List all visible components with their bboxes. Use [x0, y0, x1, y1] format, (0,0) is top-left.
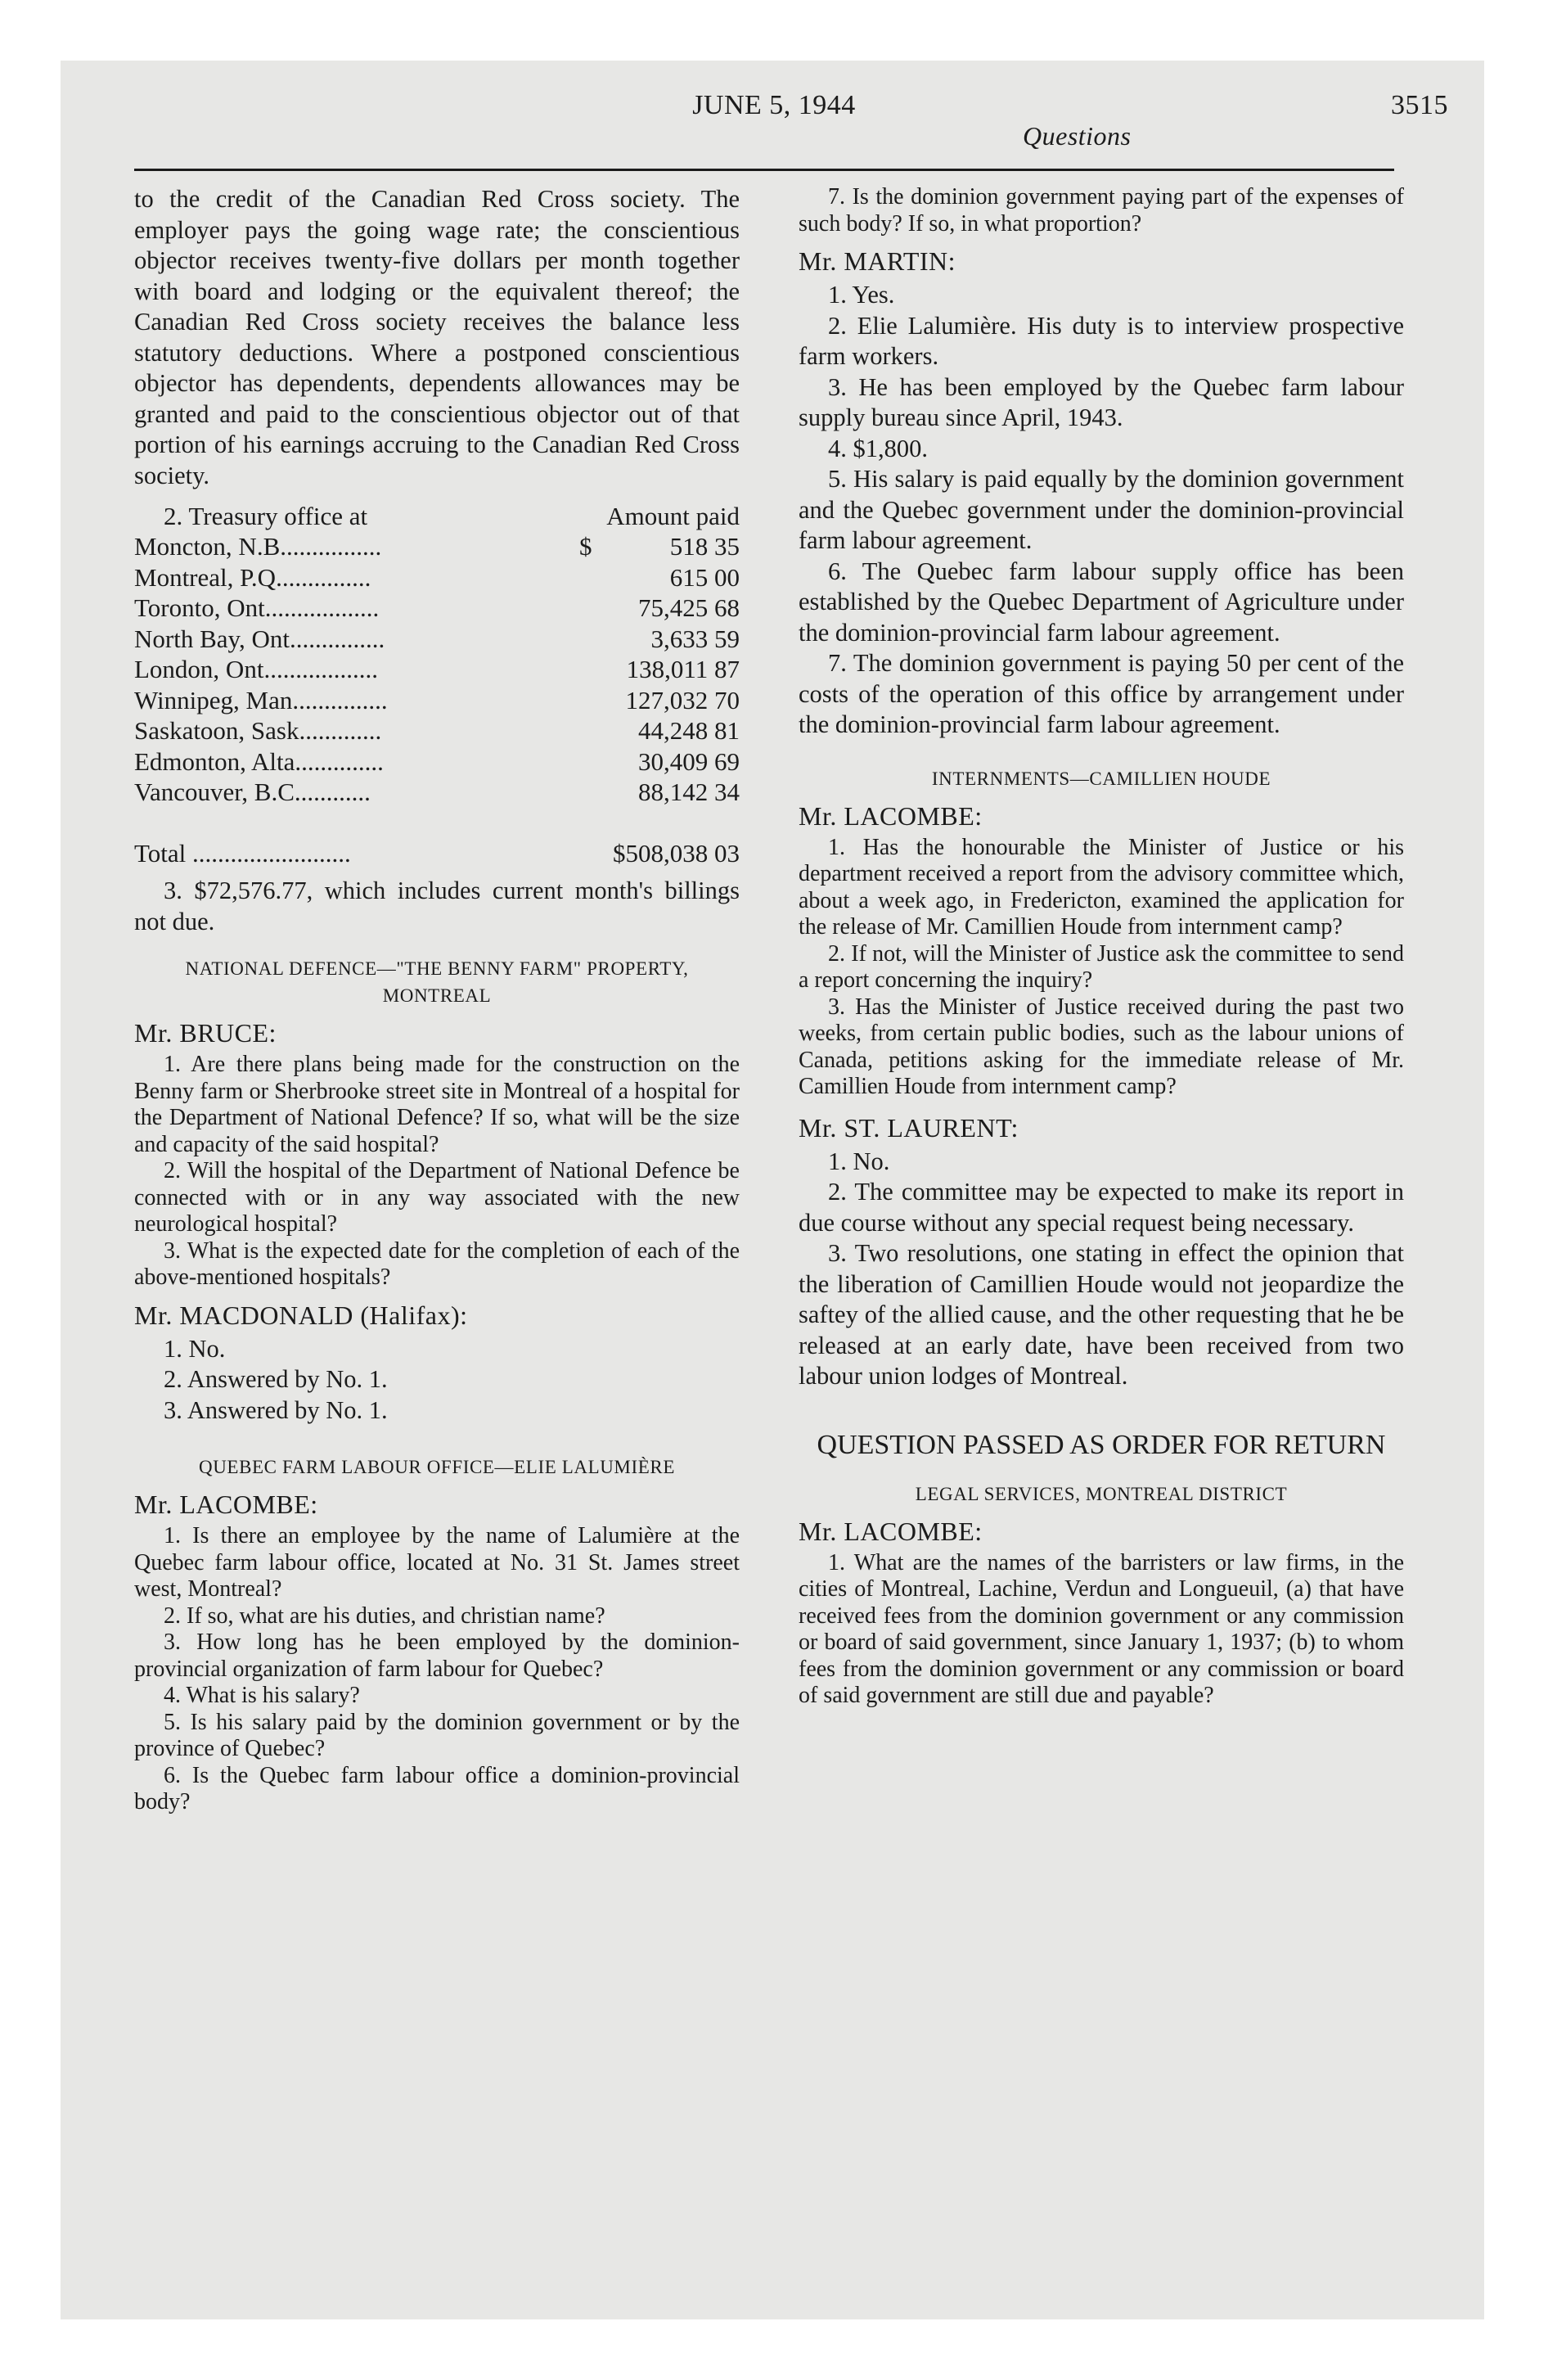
- leader-dots: ...............: [276, 562, 371, 592]
- question-3: 3. Has the Minister of Justice received during the past two weeks, from certain public bodies, such as the labour unions of Canada, petitions asking for the immediate release of Mr. Camillien Houde from internment camp?: [799, 994, 1404, 1099]
- answer-1: 1. No.: [164, 1334, 226, 1363]
- amount-cell: 3,633 59: [650, 624, 740, 653]
- answer-7: 7. The dominion government is paying 50 per cent of the costs of the operation of this office by arrangement under the dominion-provincial farm labour agreement.: [799, 649, 1404, 738]
- total-label: Total: [134, 839, 187, 868]
- leader-dots: ..................: [264, 593, 380, 623]
- section-heading-order-for-return: QUESTION PASSED AS ORDER FOR RETURN: [817, 1429, 1386, 1460]
- answer-5: 5. His salary is paid equally by the dominion government and the Quebec government under the dominion-provincial farm labour agreement.: [799, 465, 1404, 554]
- amount-cell: 138,011 87: [626, 655, 740, 684]
- question-6: 6. Is the Quebec farm labour office a dominion-provincial body?: [134, 1762, 740, 1814]
- city-label: Winnipeg, Man: [134, 685, 293, 714]
- leader-dots: ...............: [292, 685, 388, 714]
- amount-cell: 88,142 34: [638, 778, 740, 807]
- answer-3: 3. Answered by No. 1.: [164, 1395, 388, 1424]
- section-heading-farm-labour: QUEBEC FARM LABOUR OFFICE—ELIE LALUMIÈRE: [199, 1457, 675, 1477]
- treasury-table: [134, 501, 740, 869]
- table-header-right: Amount paid: [606, 501, 740, 530]
- amount-cell: 44,248 81: [638, 716, 740, 746]
- question-1: 1. What are the names of the barristers or law firms, in the cities of Montreal, Lachine, Verdun and Longueuil, (a) that have received fees from the dominion government or any commission or board of said government, since January 1, 1937; (b) to whom fees from the dominion government or any commission or board of said government are still due and payable?: [799, 1549, 1404, 1708]
- currency-sign: $: [579, 532, 592, 561]
- leader-dots: ............: [294, 778, 371, 807]
- leader-dots: .............: [299, 716, 382, 746]
- question-7: 7. Is the dominion government paying part of the expenses of such body? If so, in what proportion?: [799, 184, 1404, 237]
- leader-dots: ..................: [263, 655, 378, 684]
- paragraph-billings: 3. $72,576.77, which includes current month's billings not due.: [134, 877, 740, 935]
- right-column: [799, 184, 1404, 1710]
- answer-2: 2. The committee may be expected to make its report in due course without any special request being necessary.: [799, 1178, 1404, 1237]
- answer-2: 2. Answered by No. 1.: [164, 1365, 388, 1393]
- table-row: [134, 532, 740, 563]
- header-section: Questions: [1023, 121, 1132, 151]
- question-4: 4. What is his salary?: [164, 1683, 360, 1708]
- question-2: 2. Will the hospital of the Department of National Defence be connected with or in any way associated with the new neurological hospital?: [134, 1158, 740, 1237]
- leader-dots: ..............: [295, 746, 384, 776]
- page-number: 3515: [1391, 90, 1448, 120]
- leader-dots: ................: [280, 532, 382, 561]
- section-heading-benny-farm: NATIONAL DEFENCE—"THE BENNY FARM" PROPERTY, MONTREAL: [185, 958, 689, 1006]
- table-header-row: [134, 501, 740, 532]
- answer-2: 2. Elie Lalumière. His duty is to interview prospective farm workers.: [799, 311, 1404, 370]
- table-row: [134, 624, 740, 655]
- city-label: Toronto, Ont: [134, 593, 265, 623]
- city-label: Montreal, P.Q: [134, 562, 277, 592]
- table-row: [134, 562, 740, 593]
- table-row: [134, 716, 740, 747]
- answer-1: 1. No.: [828, 1147, 890, 1175]
- amount-cell: 615 00: [669, 562, 740, 592]
- leader-dots: .........................: [192, 839, 351, 868]
- speaker-martin: Mr. MARTIN:: [799, 246, 956, 276]
- answer-1: 1. Yes.: [828, 281, 895, 309]
- table-row: [134, 778, 740, 809]
- table-row: [134, 685, 740, 716]
- question-1: 1. Are there plans being made for the construction on the Benny farm or Sherbrooke street site in Montreal of a hospital for the Department of National Defence? If so, what will be the size and capacity of the said hospital?: [134, 1052, 740, 1157]
- question-2: 2. If not, will the Minister of Justice ask the committee to send a report concerning the inquiry?: [799, 940, 1404, 993]
- city-label: Edmonton, Alta: [134, 746, 295, 776]
- table-header-left: 2. Treasury office at: [164, 501, 368, 530]
- question-3: 3. How long has he been employed by the dominion-provincial organization of farm labour for Quebec?: [134, 1629, 740, 1682]
- table-total-row: [134, 839, 740, 870]
- answer-3: 3. Two resolutions, one stating in effect the opinion that the liberation of Camillien Houde would not jeopardize the saftey of the allied cause, and the other requesting that he be released at an early date, have been received from two labour union lodges of Montreal.: [799, 1239, 1404, 1390]
- question-1: 1. Is there an employee by the name of Lalumière at the Quebec farm labour office, located at No. 31 St. James street west, Montreal?: [134, 1523, 740, 1602]
- header-rule: [134, 169, 1394, 171]
- speaker-macdonald: Mr. MACDONALD (Halifax):: [134, 1300, 468, 1330]
- paragraph-red-cross: to the credit of the Canadian Red Cross society. The employer pays the going wage rate; the conscientious objector receives twenty-five dollars per month together with board and lodging or the equivalent thereof; the Canadian Red Cross society receives the balance less statutory deductions. Where a postponed conscientious objector has dependents, dependents allowances may be granted and paid to the conscientious objector out of that portion of his earnings accruing to the Canadian Red Cross society.: [134, 185, 740, 489]
- amount-cell: 75,425 68: [638, 593, 740, 623]
- left-column: [134, 184, 740, 1816]
- leader-dots: ...............: [290, 624, 385, 653]
- answer-4: 4. $1,800.: [828, 434, 928, 462]
- answer-3: 3. He has been employed by the Quebec farm labour supply bureau since April, 1943.: [799, 372, 1404, 431]
- amount-cell: 127,032 70: [625, 685, 740, 714]
- section-heading-legal-services: LEGAL SERVICES, MONTREAL DISTRICT: [915, 1483, 1288, 1504]
- answer-6: 6. The Quebec farm labour supply office has been established by the Quebec Department of Agriculture under the dominion-provincial farm labour agreement.: [799, 557, 1404, 647]
- question-2: 2. If so, what are his duties, and christian name?: [164, 1602, 605, 1629]
- speaker-st-laurent: Mr. ST. LAURENT:: [799, 1112, 1019, 1143]
- header-date: JUNE 5, 1944: [692, 90, 856, 120]
- speaker-lacombe: Mr. LACOMBE:: [134, 1490, 318, 1519]
- amount-cell: 30,409 69: [638, 746, 740, 776]
- table-row: [134, 593, 740, 624]
- question-1: 1. Has the honourable the Minister of Justice or his department received a report from the advisory committee which, about a week ago, in Fredericton, examined the application for the release of Mr. Camillien Houde from internment camp?: [799, 834, 1404, 940]
- city-label: Vancouver, B.C: [134, 778, 295, 807]
- question-5: 5. Is his salary paid by the dominion government or by the province of Quebec?: [134, 1709, 740, 1761]
- amount-cell: 518 35: [669, 532, 740, 561]
- speaker-lacombe: Mr. LACOMBE:: [799, 800, 983, 831]
- section-heading-internments: INTERNMENTS—CAMILLIEN HOUDE: [931, 768, 1271, 789]
- table-row: [134, 655, 740, 686]
- question-3: 3. What is the expected date for the completion of each of the above-mentioned hospitals?: [134, 1237, 740, 1290]
- city-label: North Bay, Ont: [134, 624, 290, 653]
- city-label: London, Ont: [134, 655, 264, 684]
- city-label: Moncton, N.B: [134, 532, 281, 561]
- table-row: [134, 746, 740, 778]
- speaker-bruce: Mr. BRUCE:: [134, 1018, 277, 1048]
- city-label: Saskatoon, Sask: [134, 716, 299, 746]
- speaker-lacombe: Mr. LACOMBE:: [799, 1516, 983, 1546]
- total-amount: $508,038 03: [613, 839, 740, 868]
